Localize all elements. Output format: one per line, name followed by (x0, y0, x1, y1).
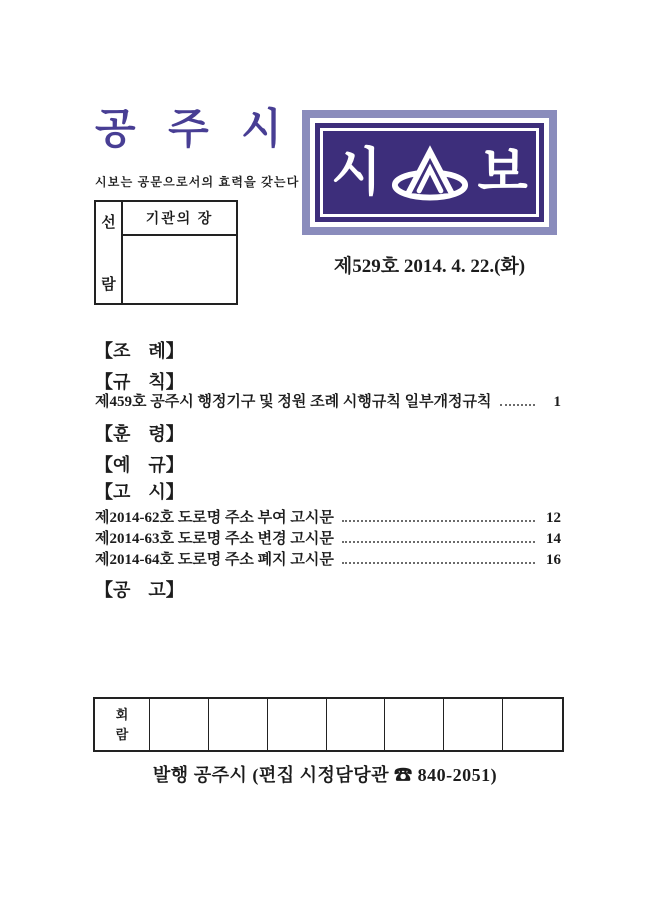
dotted-leader (500, 404, 535, 406)
circulation-empty-cell (503, 699, 562, 750)
toc-heading-ordinance: 【조 례】 (95, 341, 184, 361)
dotted-leader (342, 562, 535, 564)
toc-item-label: 제459호 공주시 행정기구 및 정원 조례 시행규칙 일부개정규칙 (95, 394, 492, 410)
toc-heading-regulations: 【예 규】 (95, 455, 184, 475)
approval-side-top-char: 선 (101, 215, 116, 231)
approval-side-column (96, 202, 123, 303)
issue-number-date: 제529호 2014. 4. 22.(화) (333, 256, 526, 277)
circulation-label-top-char: 회 (115, 707, 129, 722)
circulation-label-cell (95, 699, 150, 750)
circulation-empty-cell (268, 699, 327, 750)
toc-item-label: 제2014-62호 도로명 주소 부여 고시문 (95, 510, 334, 526)
dotted-leader (342, 541, 535, 543)
toc-item-label: 제2014-63호 도로명 주소 변경 고시문 (95, 531, 334, 547)
toc-heading-notices: 【고 시】 (95, 482, 184, 502)
approval-signature-area (123, 236, 236, 303)
toc-heading-directives: 【훈 령】 (95, 424, 184, 444)
circulation-empty-cell (209, 699, 268, 750)
publisher-footer: 발행 공주시 (편집 시정담당관 ☎ 840-2051) (152, 765, 498, 785)
toc-item-notice-63 (95, 527, 561, 548)
circulation-empty-cell (385, 699, 444, 750)
toc-item-page: 16 (546, 552, 561, 568)
toc-item-page: 12 (546, 510, 561, 526)
masthead-char-si: 시 (331, 143, 382, 202)
circulation-empty-cell (444, 699, 503, 750)
circulation-label-bottom-char: 람 (115, 726, 129, 742)
circulation-empty-cell (150, 699, 209, 750)
circulation-empty-cell (327, 699, 386, 750)
masthead-logo-box (302, 110, 557, 235)
approval-side-bottom-char: 람 (101, 277, 116, 293)
toc-item-page: 1 (553, 394, 561, 410)
dotted-leader (342, 520, 535, 522)
toc-item-label: 제2014-64호 도로명 주소 폐지 고시문 (95, 552, 334, 568)
approval-table (94, 200, 238, 305)
toc-heading-rules: 【규 칙】 (95, 372, 184, 392)
gazette-tagline: 시보는 공문으로서의 효력을 갖는다 (95, 175, 300, 189)
toc-item-notice-64 (95, 548, 561, 569)
toc-item-rule-459 (95, 390, 561, 411)
approval-header-cell: 기관의 장 (123, 202, 236, 236)
city-emblem-icon (384, 144, 476, 206)
masthead-char-bo: 보 (477, 143, 528, 202)
toc-item-notice-62 (95, 506, 561, 527)
circulation-table (93, 697, 564, 752)
toc-item-page: 14 (546, 531, 561, 547)
toc-heading-announcements: 【공 고】 (95, 580, 184, 600)
page-title: 공 주 시 (95, 107, 290, 153)
